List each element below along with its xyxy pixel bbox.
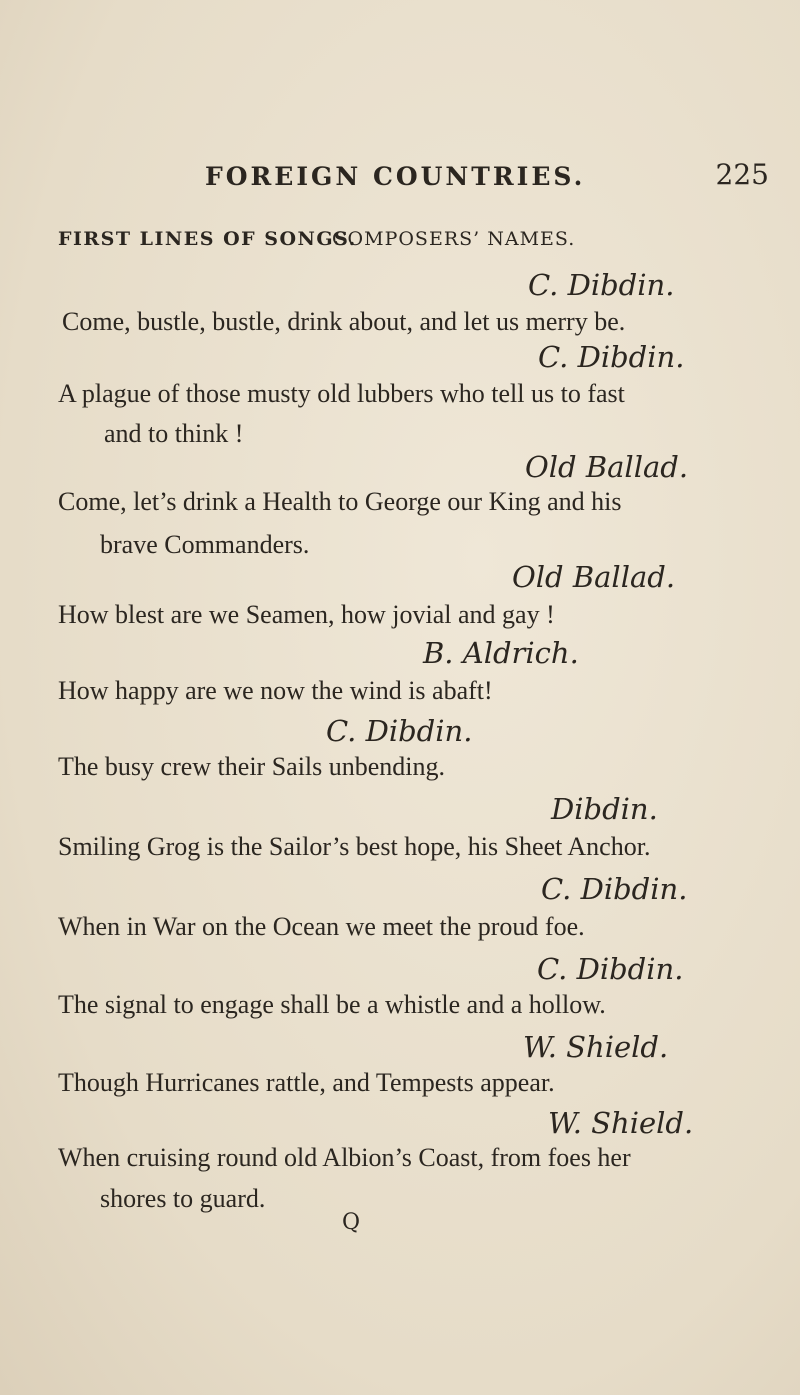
column-heading-first-lines: FIRST LINES OF SONGS. (58, 228, 357, 250)
song-first-line: When in War on the Ocean we meet the proud foe. (58, 912, 585, 941)
composer-name: C. Dibdin. (537, 952, 684, 986)
song-first-line: The signal to engage shall be a whistle and a hollow. (58, 990, 606, 1019)
composer-name: Dibdin. (551, 792, 658, 826)
signature-mark: Q (342, 1210, 361, 1235)
composer-name: W. Shield. (523, 1030, 669, 1064)
composer-name: B. Aldrich. (423, 636, 579, 670)
header-title: FOREIGN COUNTRIES. (205, 162, 586, 191)
song-first-line: How happy are we now the wind is abaft! (58, 676, 493, 705)
song-first-line-continued: and to think ! (104, 419, 244, 448)
song-first-line: Come, let’s drink a Health to George our King and his (58, 487, 622, 516)
song-first-line-continued: shores to guard. (100, 1184, 266, 1213)
composer-name: C. Dibdin. (528, 268, 675, 302)
song-first-line: How blest are we Seamen, how jovial and gay ! (58, 600, 555, 629)
song-first-line-continued: brave Commanders. (100, 530, 310, 559)
song-first-line: A plague of those musty old lubbers who tell us to fast (58, 379, 625, 408)
composer-name: Old Ballad. (512, 560, 676, 594)
composer-name: Old Ballad. (525, 450, 689, 484)
song-first-line: The busy crew their Sails unbending. (58, 752, 446, 781)
column-heading-composers: COMPOSERS’ NAMES. (332, 228, 576, 250)
composer-name: C. Dibdin. (326, 714, 473, 748)
composer-name: C. Dibdin. (538, 340, 685, 374)
song-first-line: Smiling Grog is the Sailor’s best hope, his Sheet Anchor. (58, 832, 651, 861)
song-first-line: When cruising round old Albion’s Coast, from foes her (58, 1143, 631, 1172)
composer-name: C. Dibdin. (541, 872, 688, 906)
page-number: 225 (715, 158, 769, 191)
composer-name: W. Shield. (548, 1106, 694, 1140)
song-first-line: Come, bustle, bustle, drink about, and let us merry be. (62, 307, 626, 336)
song-first-line: Though Hurricanes rattle, and Tempests appear. (58, 1068, 555, 1097)
